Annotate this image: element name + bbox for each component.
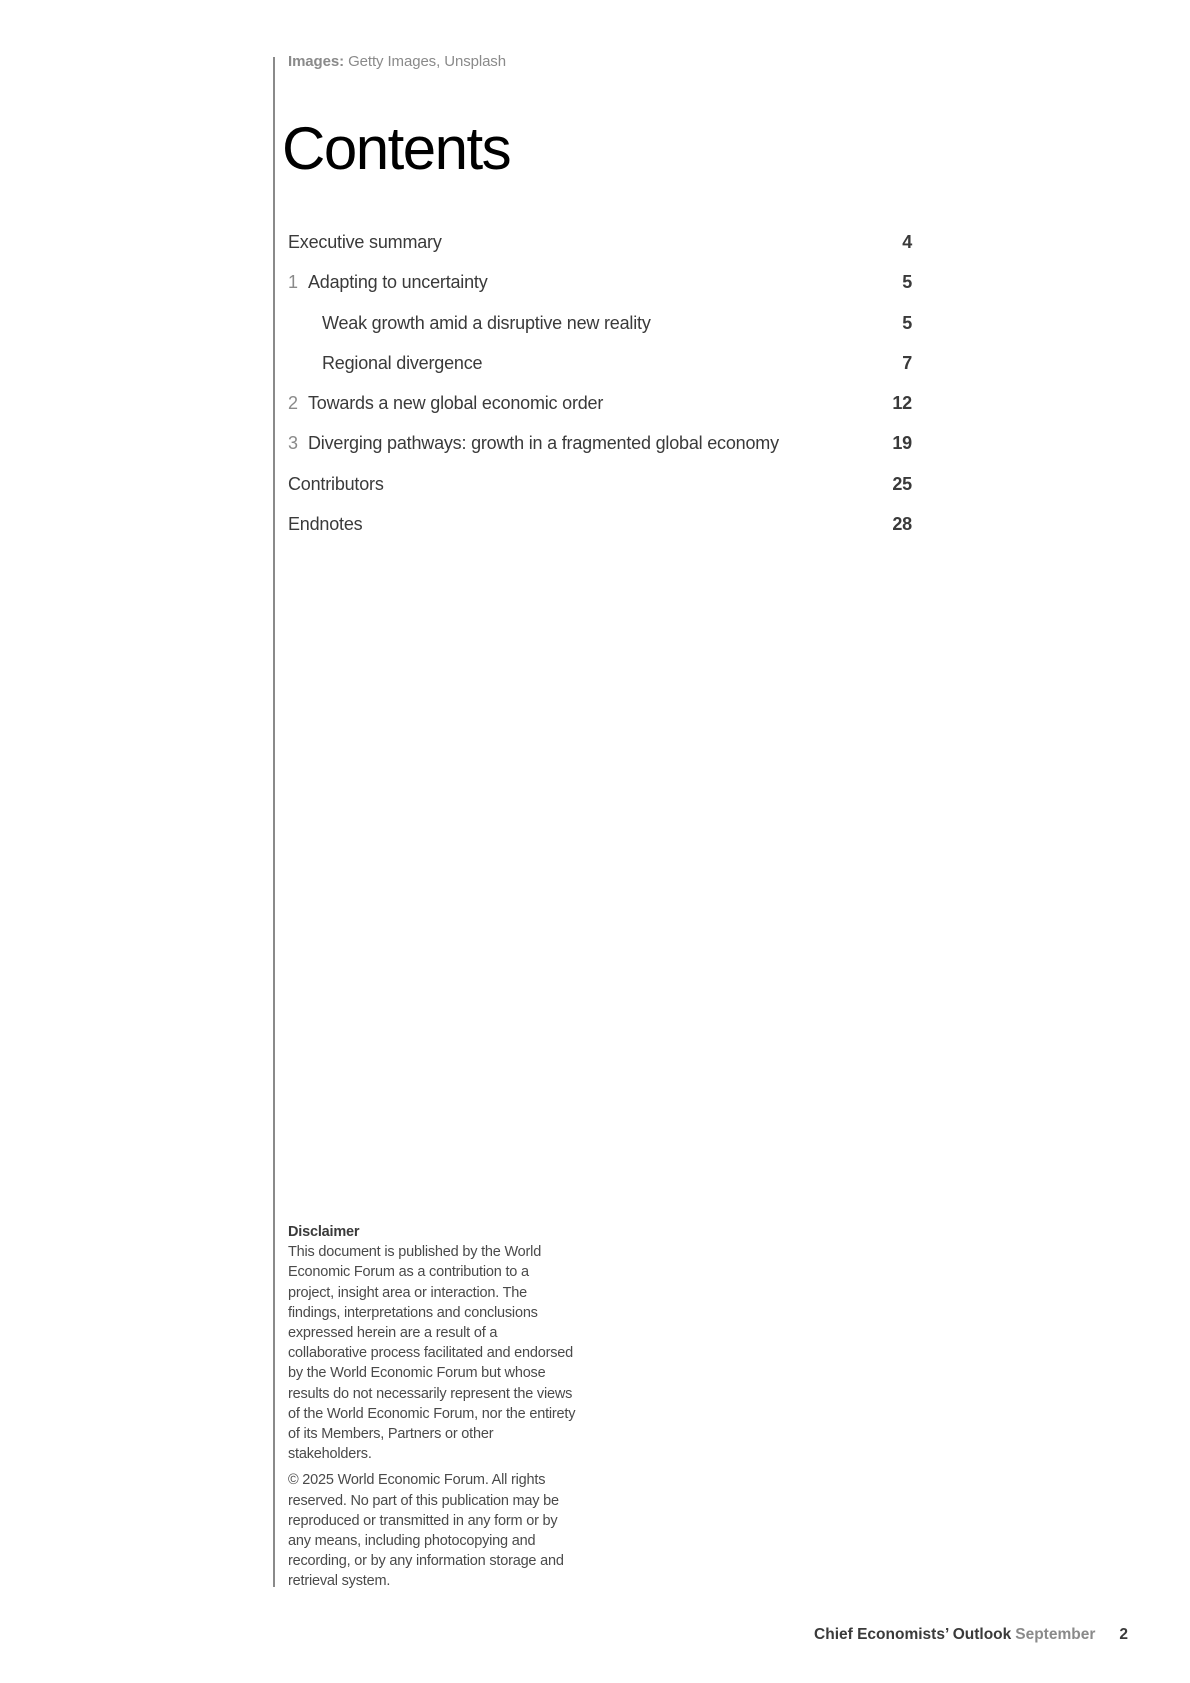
toc-entry-page: 28 xyxy=(892,514,912,535)
disclaimer-heading: Disclaimer xyxy=(288,1224,360,1240)
image-credits xyxy=(288,53,506,70)
toc-entry-page: 7 xyxy=(902,352,912,373)
page-footer xyxy=(814,1626,1128,1644)
toc-entry-page: 5 xyxy=(902,312,912,333)
table-of-contents xyxy=(288,232,912,554)
toc-entry-title: Executive summary xyxy=(288,232,442,252)
toc-entry-page: 25 xyxy=(892,473,912,494)
image-credits-value: Getty Images, Unsplash xyxy=(348,53,506,70)
toc-entry-weak-growth[interactable] xyxy=(288,313,912,353)
toc-entry-contributors[interactable] xyxy=(288,474,912,514)
footer-publication-title: Chief Economists’ Outlook xyxy=(814,1626,1012,1643)
toc-entry-title: Contributors xyxy=(288,473,384,494)
disclaimer xyxy=(288,1222,578,1592)
toc-entry-new-global-economic-order[interactable] xyxy=(288,393,912,433)
toc-entry-number: 2 xyxy=(288,393,298,414)
footer-month: September xyxy=(1015,1626,1096,1643)
page-title: Contents xyxy=(282,115,511,182)
footer-page-number: 2 xyxy=(1119,1626,1128,1643)
toc-entry-endnotes[interactable] xyxy=(288,514,912,554)
toc-entry-regional-divergence[interactable] xyxy=(288,353,912,393)
toc-entry-page: 19 xyxy=(892,433,912,454)
toc-entry-executive-summary[interactable] xyxy=(288,232,912,272)
toc-entry-adapting-to-uncertainty[interactable] xyxy=(288,272,912,312)
toc-entry-diverging-pathways[interactable] xyxy=(288,433,912,473)
toc-entry-title: Diverging pathways: growth in a fragmented global economy xyxy=(308,433,779,454)
copyright-notice: © 2025 World Economic Forum. All rights reserved. No part of this publication may be reproduced or transmitted in any form or by any means, including photocopying and recording, or by any information storage and retrieval system. xyxy=(288,1472,564,1590)
margin-rule xyxy=(273,57,275,1587)
toc-entry-title: Endnotes xyxy=(288,514,363,535)
toc-entry-number: 1 xyxy=(288,272,298,293)
toc-entry-page: 4 xyxy=(902,232,912,252)
toc-entry-title: Weak growth amid a disruptive new reality xyxy=(322,312,651,333)
disclaimer-body: This document is published by the World Economic Forum as a contribution to a project, insight area or interaction. The findings, interpretations and conclusions expressed herein are a result of a collaborative process facilitated and endorsed by the World Economic Forum but whose results do not necessarily represent the views of the World Economic Forum, nor the entirety of its Members, Partners or other stakeholders. xyxy=(288,1244,576,1463)
image-credits-label: Images: xyxy=(288,53,344,70)
toc-entry-title: Regional divergence xyxy=(322,352,483,373)
toc-entry-title: Towards a new global economic order xyxy=(308,393,604,414)
toc-entry-page: 5 xyxy=(902,272,912,293)
toc-entry-number: 3 xyxy=(288,433,298,454)
toc-entry-page: 12 xyxy=(892,393,912,414)
toc-entry-title: Adapting to uncertainty xyxy=(308,272,488,293)
